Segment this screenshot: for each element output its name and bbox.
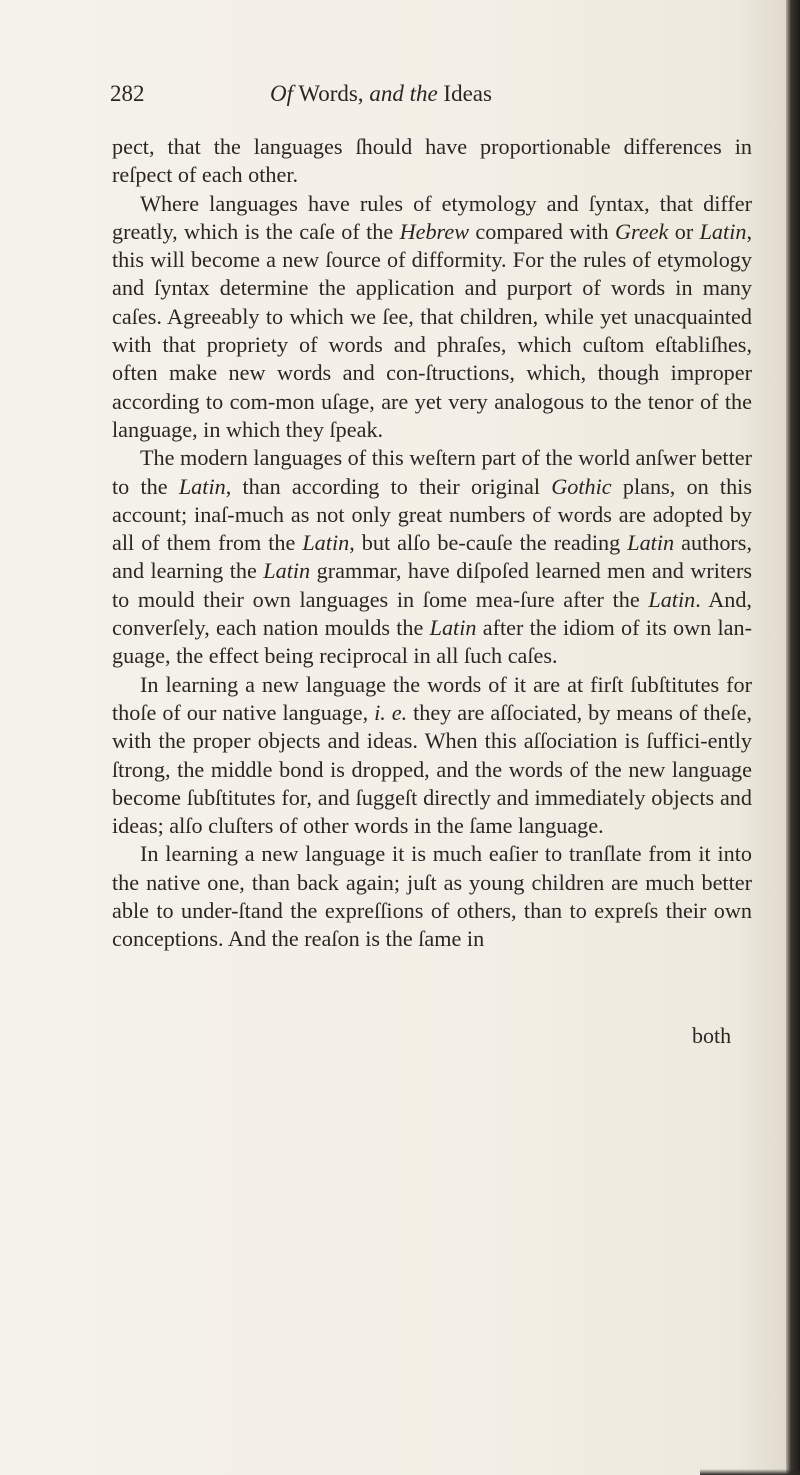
running-title-words: Words,	[293, 81, 370, 106]
running-title-and-the: and the	[369, 81, 438, 106]
text-run: In learning a new language it is much eaſier to tranſlate from it into the native one, than back again; juſt as young children are much better able to under-ſtand the expreſſions of others, than to expreſs their own conceptions. And the reaſon is the ſame in	[112, 841, 752, 952]
page-corner-shadow	[700, 1469, 800, 1475]
text-run: , than according to their original	[225, 473, 552, 499]
text-run: The modern languages of this weſtern part of the world anſwer better to the	[112, 445, 752, 499]
paragraph	[112, 190, 752, 445]
italic-term: i. e.	[374, 699, 408, 725]
italic-term: Latin	[178, 473, 226, 499]
italic-term: Latin	[648, 586, 696, 612]
paragraph	[112, 840, 752, 953]
text-run: or	[668, 218, 700, 244]
catchword: both	[692, 1023, 732, 1048]
running-header	[110, 78, 730, 110]
italic-term: Greek	[615, 218, 669, 244]
text-run: after the idiom of its own lan-guage, the effect being reciprocal in all ſuch caſes.	[112, 615, 752, 669]
page-number: 282	[110, 81, 145, 106]
text-run: plans, on this account; inaſ-much as not only great numbers of words are adopted by all of them from the	[112, 473, 752, 556]
page-edge-shadow	[786, 0, 800, 1475]
paragraph	[112, 133, 752, 190]
body-text	[112, 133, 752, 954]
italic-term: Latin	[263, 558, 311, 584]
text-run: , but alſo be-cauſe the reading	[349, 530, 628, 556]
text-run: pect, that the languages ſhould have proportionable differences in reſpect of each other.	[112, 134, 752, 188]
italic-term: Latin	[699, 218, 747, 244]
running-title-ideas: Ideas	[437, 81, 492, 106]
italic-term: Latin	[627, 530, 675, 556]
text-run: grammar, have diſpoſed learned men and writers to mould their own languages in ſome mea-ſure after the	[112, 558, 752, 612]
text-run: In learning a new language the words of it are at firſt ſubſtitutes for thoſe of our native language,	[112, 671, 752, 725]
text-run: , this will become a new ſource of difformity. For the rules of etymology and ſyntax determine the application and purport of words in many caſes. Agreeably to which we ſee, that children, while yet unacquainted with that propriety of words and phraſes, which cuſtom eſtabliſhes, often make new words and con-ſtructions, which, though improper according to com-mon uſage, are yet very analogous to the tenor of the language, in which they ſpeak.	[112, 218, 752, 442]
italic-term: Latin	[429, 615, 477, 641]
paragraph	[112, 671, 752, 841]
italic-term: Hebrew	[399, 218, 470, 244]
running-title	[270, 78, 492, 110]
text-run: authors, and learning the	[112, 530, 752, 584]
italic-term: Latin	[302, 530, 350, 556]
italic-term: Gothic	[551, 473, 612, 499]
paragraph	[112, 444, 752, 670]
text-run: they are aſſociated, by means of theſe, with the proper objects and ideas. When this aſſociation is ſuffici-ently ſtrong, the middle bond is dropped, and the words of the new language become ſubſtitutes for, and ſuggeſt directly and immediately objects and ideas; alſo cluſters of other words in the ſame language.	[112, 699, 753, 839]
text-run: Where languages have rules of etymology and ſyntax, that differ greatly, which is the caſe of the	[112, 190, 752, 244]
text-run: compared with	[469, 218, 616, 244]
running-title-of: Of	[270, 81, 293, 106]
text-run: . And, converſely, each nation moulds the	[112, 586, 752, 641]
